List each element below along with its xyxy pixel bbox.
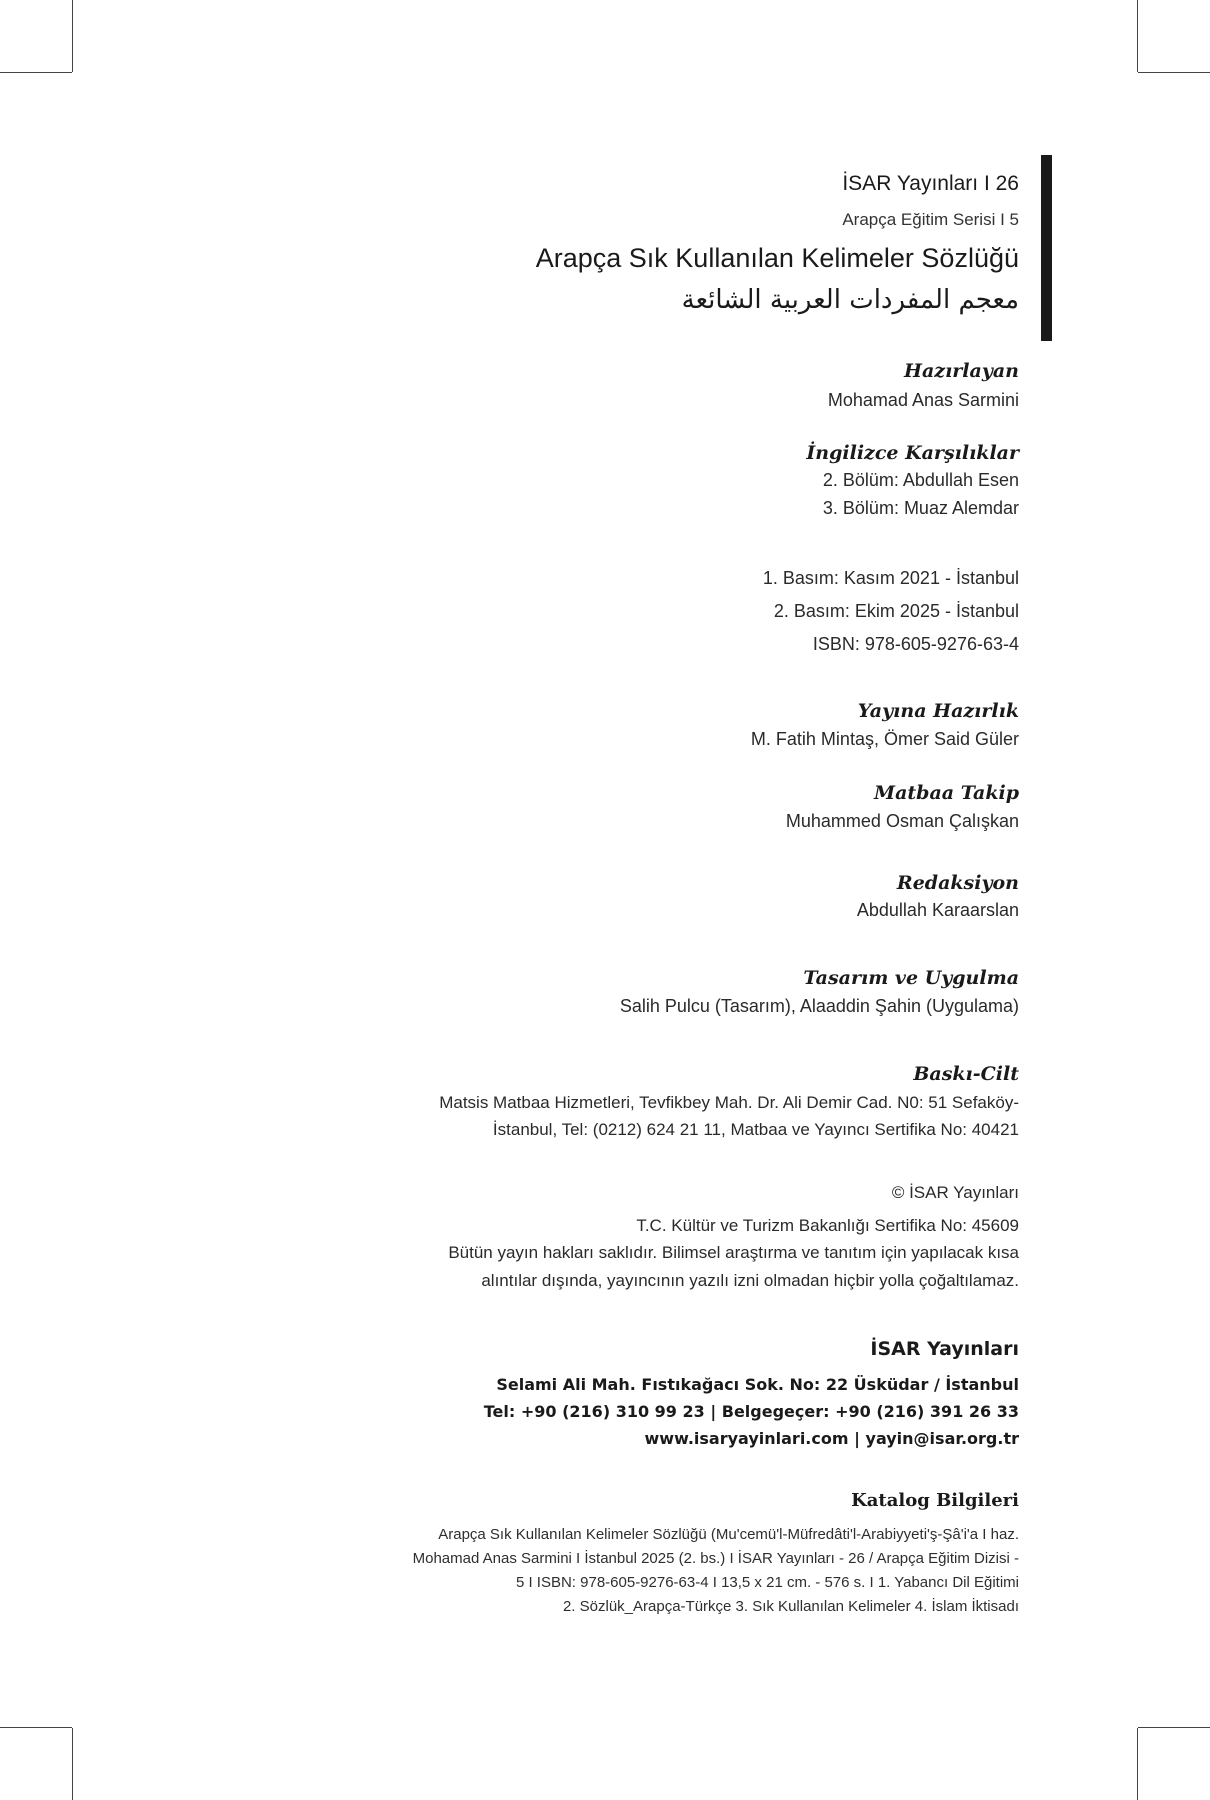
publisher-name: İSAR Yayınları <box>870 1338 1019 1360</box>
print-run-2: 2. Basım: Ekim 2025 - İstanbul <box>773 601 1019 621</box>
print-follow-label: Matbaa Takip <box>874 782 1019 804</box>
crop-mark <box>0 72 72 73</box>
publisher-web: www.isaryayinlari.com | yayin@isar.org.tr <box>644 1429 1019 1448</box>
crop-mark <box>72 1728 73 1800</box>
catalog-label: Katalog Bilgileri <box>851 1490 1019 1511</box>
crop-mark <box>1138 72 1210 73</box>
binding-line-1: Matsis Matbaa Hizmetleri, Tevfikbey Mah. Dr. Ali Demir Cad. N0: 51 Sefaköy- <box>439 1093 1019 1112</box>
book-title: Arapça Sık Kullanılan Kelimeler Sözlüğü <box>535 243 1019 273</box>
prepared-by-label: Hazırlayan <box>904 360 1019 382</box>
catalog-line: Mohamad Anas Sarmini I İstanbul 2025 (2. bs.) I İSAR Yayınları - 26 / Arapça Eğitim Dizisi - <box>412 1550 1019 1567</box>
print-follow-value: Muhammed Osman Çalışkan <box>785 811 1019 831</box>
crop-mark <box>72 0 73 72</box>
copyright-line: © İSAR Yayınları <box>891 1183 1019 1202</box>
design-label: Tasarım ve Uygulma <box>803 967 1019 989</box>
book-title-arabic: معجم المفردات العربية الشائعة <box>681 285 1019 315</box>
english-equivalents-line: 3. Bölüm: Muaz Alemdar <box>822 498 1019 518</box>
series-line: İSAR Yayınları I 26 <box>842 172 1019 195</box>
isbn: ISBN: 978-605-9276-63-4 <box>812 634 1019 654</box>
english-equivalents-label: İngilizce Karşılıklar <box>806 442 1019 464</box>
publisher-phone: Tel: +90 (216) 310 99 23 | Belgegeçer: +90 (216) 391 26 33 <box>483 1402 1019 1421</box>
design-value: Salih Pulcu (Tasarım), Alaaddin Şahin (Uygulama) <box>619 996 1019 1016</box>
ministry-certificate: T.C. Kültür ve Turizm Bakanlığı Sertifika No: 45609 <box>636 1216 1019 1235</box>
crop-mark <box>1137 1728 1138 1800</box>
binding-label: Baskı-Cilt <box>913 1063 1019 1085</box>
binding-line-2: İstanbul, Tel: (0212) 624 21 11, Matbaa ve Yayıncı Sertifika No: 40421 <box>492 1120 1019 1139</box>
rights-notice-line: alıntılar dışında, yayıncının yazılı izni olmadan hiçbir yolla çoğaltılamaz. <box>481 1271 1019 1290</box>
catalog-line: 5 I ISBN: 978-605-9276-63-4 I 13,5 x 21 cm. - 576 s. I 1. Yabancı Dil Eğitimi <box>515 1574 1019 1591</box>
catalog-line: Arapça Sık Kullanılan Kelimeler Sözlüğü (Mu'cemü'l-Müfredâti'l-Arabiyyeti'ş-Şâ'i'a I haz. <box>438 1526 1019 1543</box>
redaction-label: Redaksiyon <box>896 872 1019 894</box>
decorative-side-bar <box>1041 155 1052 341</box>
subseries-line: Arapça Eğitim Serisi I 5 <box>842 210 1019 229</box>
publication-prep-label: Yayına Hazırlık <box>857 700 1019 722</box>
binding-line <box>359 1089 1019 1143</box>
crop-mark <box>0 1727 72 1728</box>
rights-notice-line: Bütün yayın hakları saklıdır. Bilimsel araştırma ve tanıtım için yapılacak kısa <box>448 1243 1019 1262</box>
publication-prep-value: M. Fatih Mintaş, Ömer Said Güler <box>750 729 1019 749</box>
catalog-line: 2. Sözlük_Arapça-Türkçe 3. Sık Kullanılan Kelimeler 4. İslam İktisadı <box>562 1598 1019 1615</box>
publisher-address: Selami Ali Mah. Fıstıkağacı Sok. No: 22 Üsküdar / İstanbul <box>496 1375 1019 1394</box>
crop-mark <box>1138 1727 1210 1728</box>
english-equivalents-line: 2. Bölüm: Abdullah Esen <box>822 470 1019 490</box>
redaction-value: Abdullah Karaarslan <box>856 900 1019 920</box>
crop-mark <box>1137 0 1138 72</box>
print-run-1: 1. Basım: Kasım 2021 - İstanbul <box>762 568 1019 588</box>
prepared-by-value: Mohamad Anas Sarmini <box>827 390 1019 410</box>
